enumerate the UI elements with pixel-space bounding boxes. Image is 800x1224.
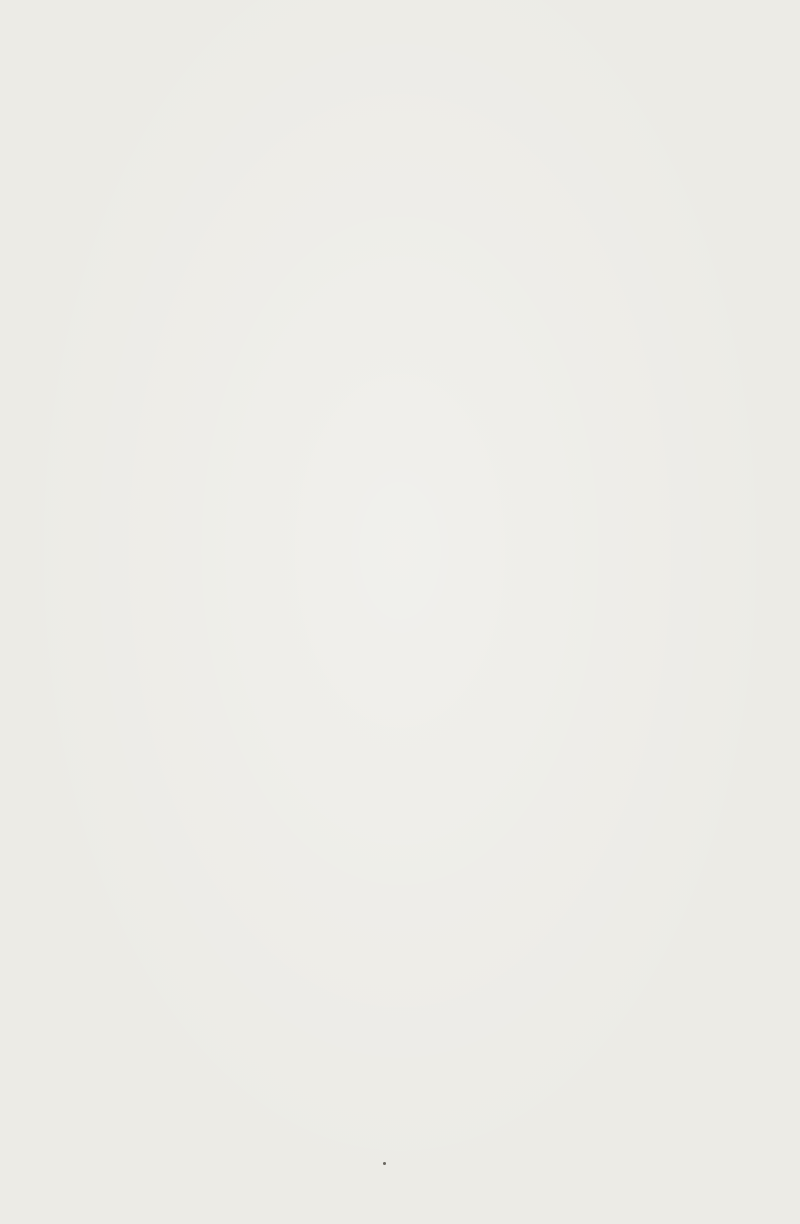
text-line bbox=[118, 820, 738, 852]
text-line bbox=[118, 884, 738, 916]
paragraph bbox=[118, 820, 738, 1078]
body-text-bottom bbox=[118, 820, 738, 1142]
text-line bbox=[118, 1013, 738, 1045]
text-line bbox=[118, 949, 738, 981]
text-line bbox=[118, 917, 738, 949]
text-line bbox=[118, 981, 738, 1013]
text-line bbox=[118, 852, 738, 884]
paragraph bbox=[118, 1078, 738, 1142]
ink-speck bbox=[383, 1162, 386, 1165]
text-line bbox=[118, 1078, 738, 1110]
text-line bbox=[118, 1110, 738, 1142]
text-line bbox=[118, 1045, 738, 1077]
